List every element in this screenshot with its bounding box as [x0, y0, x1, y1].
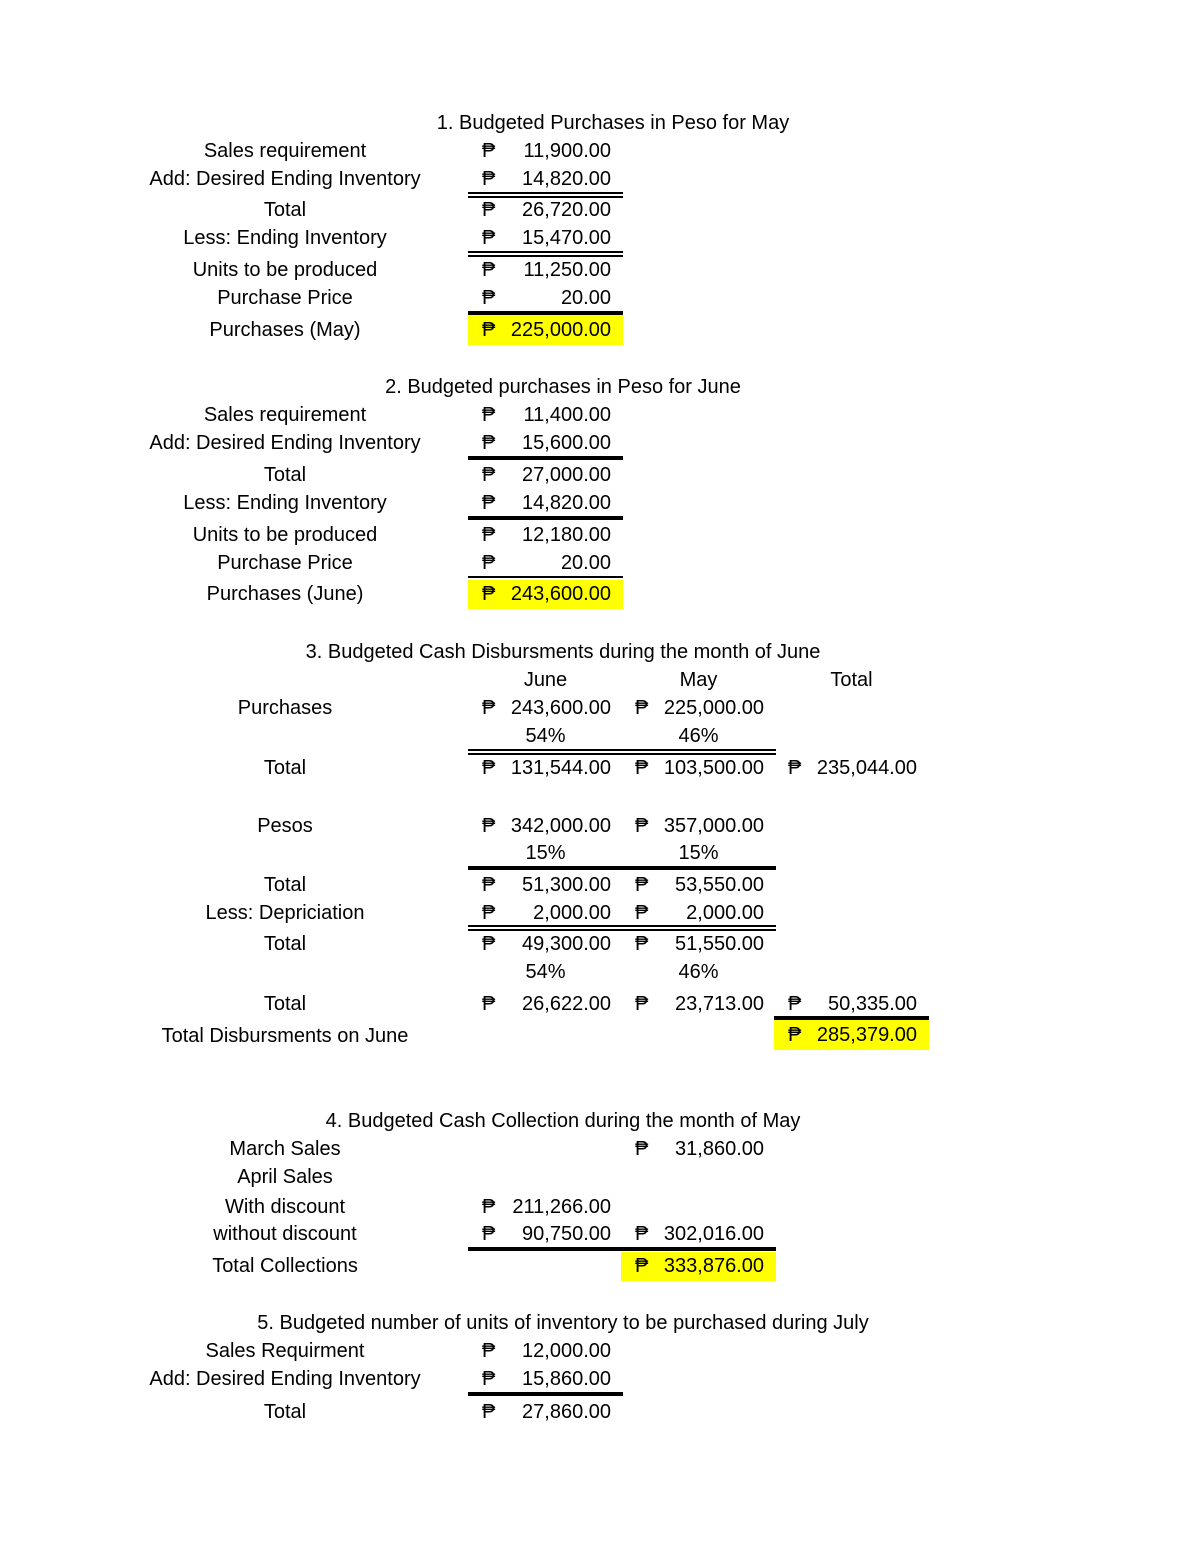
s2-less-ending-inventory-label: Less: Ending Inventory [183, 492, 387, 514]
s4-with-discount-value: ₱ 211,266.00 [468, 1193, 623, 1221]
s4-without-discount-value: ₱ 90,750.00 [468, 1220, 623, 1248]
s3-total4-may: ₱ 23,713.00 [621, 990, 776, 1018]
s3-purchases-june-pct: 54% [525, 725, 566, 747]
peso-sign: ₱ [482, 1368, 496, 1390]
s4-without-discount-label: without discount [213, 1223, 357, 1245]
peso-sign: ₱ [482, 993, 496, 1015]
peso-sign: ₱ [482, 697, 496, 719]
s1-less-ending-inventory-label: Less: Ending Inventory [183, 227, 387, 249]
peso-sign: ₱ [482, 1223, 496, 1245]
peso-sign: ₱ [482, 1340, 496, 1362]
s2-purchases-june-value: ₱ 243,600.00 [468, 580, 623, 609]
underline [468, 1247, 776, 1251]
peso-sign: ₱ [482, 259, 496, 281]
s1-sales-requirement-value: ₱ 11,900.00 [468, 137, 623, 165]
s3-total3-label: Total [263, 933, 307, 955]
peso-sign: ₱ [635, 815, 649, 837]
peso-sign: ₱ [788, 1024, 802, 1046]
peso-sign: ₱ [482, 432, 496, 454]
s3-pesos-june: ₱ 342,000.00 [468, 812, 623, 840]
peso-sign: ₱ [482, 524, 496, 546]
peso-sign: ₱ [482, 815, 496, 837]
s5-total-label: Total [263, 1401, 307, 1423]
s4-total-collections-label: Total Collections [212, 1255, 358, 1277]
peso-sign: ₱ [482, 583, 496, 605]
s4-april-subtotal: ₱ 302,016.00 [621, 1220, 776, 1248]
s3-purchases-may: ₱ 225,000.00 [621, 694, 776, 722]
peso-sign: ₱ [788, 993, 802, 1015]
s2-units-produced-value: ₱ 12,180.00 [468, 521, 623, 549]
peso-sign: ₱ [482, 1401, 496, 1423]
underline [468, 866, 776, 870]
s3-purchases-label: Purchases [237, 697, 333, 719]
peso-sign: ₱ [788, 757, 802, 779]
s4-with-discount-label: With discount [224, 1196, 346, 1218]
peso-sign: ₱ [482, 874, 496, 896]
section1-title: 1. Budgeted Purchases in Peso for May [436, 112, 790, 134]
s2-sales-requirement-label: Sales requirement [203, 404, 367, 426]
section3-title: 3. Budgeted Cash Disbursments during the month of June [305, 641, 821, 663]
peso-sign: ₱ [482, 287, 496, 309]
underline [468, 1392, 623, 1396]
peso-sign: ₱ [482, 227, 496, 249]
s5-sales-requirement-label: Sales Requirment [205, 1340, 365, 1362]
s2-desired-ending-inventory-label: Add: Desired Ending Inventory [149, 432, 421, 454]
s3-total2-june: ₱ 51,300.00 [468, 871, 623, 899]
s3-depreciation-label: Less: Depriciation [205, 902, 365, 924]
s3-purchases-june: ₱ 243,600.00 [468, 694, 623, 722]
peso-sign: ₱ [635, 902, 649, 924]
s3-total1-label: Total [263, 757, 307, 779]
peso-sign: ₱ [482, 757, 496, 779]
peso-sign: ₱ [635, 993, 649, 1015]
s3-total1-total: ₱ 235,044.00 [774, 754, 929, 782]
s3-depreciation-may: ₱ 2,000.00 [621, 899, 776, 927]
s5-total-value: ₱ 27,860.00 [468, 1398, 623, 1426]
s3-total3-june: ₱ 49,300.00 [468, 930, 623, 958]
s3-total3-may: ₱ 51,550.00 [621, 930, 776, 958]
s3-purchases-may-pct: 46% [678, 725, 719, 747]
peso-sign: ₱ [482, 199, 496, 221]
peso-sign: ₱ [635, 874, 649, 896]
s4-march-sales-value: ₱ 31,860.00 [621, 1135, 776, 1163]
underline [468, 456, 623, 460]
s2-sales-requirement-value: ₱ 11,400.00 [468, 401, 623, 429]
s2-total-label: Total [263, 464, 307, 486]
section4-title: 4. Budgeted Cash Collection during the month of May [325, 1110, 801, 1132]
s4-april-sales-label: April Sales [237, 1166, 333, 1188]
s1-purchase-price-value: ₱ 20.00 [468, 284, 623, 312]
s2-purchase-price-label: Purchase Price [217, 552, 353, 574]
s3-total4-june: ₱ 26,622.00 [468, 990, 623, 1018]
s3-header-june: June [523, 669, 568, 691]
peso-sign: ₱ [482, 1196, 496, 1218]
peso-sign: ₱ [635, 933, 649, 955]
s3-total1-june: ₱ 131,544.00 [468, 754, 623, 782]
s3-total4-total: ₱ 50,335.00 [774, 990, 929, 1018]
s5-sales-requirement-value: ₱ 12,000.00 [468, 1337, 623, 1365]
s1-purchase-price-label: Purchase Price [217, 287, 353, 309]
peso-sign: ₱ [482, 168, 496, 190]
s1-sales-requirement-label: Sales requirement [203, 140, 367, 162]
s2-purchases-june-label: Purchases (June) [206, 583, 364, 605]
peso-sign: ₱ [635, 1223, 649, 1245]
s3-pesos-label: Pesos [257, 815, 313, 837]
s3-pesos-june-pct: 15% [525, 842, 566, 864]
s3-pesos-may-pct: 15% [678, 842, 719, 864]
peso-sign: ₱ [482, 933, 496, 955]
s3-pesos-may: ₱ 357,000.00 [621, 812, 776, 840]
peso-sign: ₱ [635, 1138, 649, 1160]
s5-desired-ending-inventory-value: ₱ 15,860.00 [468, 1365, 623, 1393]
s1-units-produced-value: ₱ 11,250.00 [468, 256, 623, 284]
peso-sign: ₱ [482, 492, 496, 514]
s3-total3-may-pct: 46% [678, 961, 719, 983]
peso-sign: ₱ [482, 902, 496, 924]
s2-purchase-price-value: ₱ 20.00 [468, 549, 623, 577]
peso-sign: ₱ [482, 319, 496, 341]
s1-purchases-may-label: Purchases (May) [209, 319, 361, 341]
s1-less-ending-inventory-value: ₱ 15,470.00 [468, 224, 623, 252]
s1-purchases-may-value: ₱ 225,000.00 [468, 315, 623, 345]
section2-title: 2. Budgeted purchases in Peso for June [385, 376, 741, 398]
underline [468, 516, 623, 520]
peso-sign: ₱ [635, 1255, 649, 1277]
s1-desired-ending-inventory-value: ₱ 14,820.00 [468, 165, 623, 193]
s5-desired-ending-inventory-label: Add: Desired Ending Inventory [149, 1368, 421, 1390]
peso-sign: ₱ [482, 552, 496, 574]
peso-sign: ₱ [635, 697, 649, 719]
s1-total-label: Total [263, 199, 307, 221]
s3-depreciation-june: ₱ 2,000.00 [468, 899, 623, 927]
s2-units-produced-label: Units to be produced [192, 524, 378, 546]
s2-less-ending-inventory-value: ₱ 14,820.00 [468, 489, 623, 517]
peso-sign: ₱ [482, 404, 496, 426]
s4-total-collections-value: ₱ 333,876.00 [621, 1252, 776, 1281]
s3-total1-may: ₱ 103,500.00 [621, 754, 776, 782]
peso-sign: ₱ [482, 464, 496, 486]
s1-desired-ending-inventory-label: Add: Desired Ending Inventory [149, 168, 421, 190]
s3-header-total: Total [830, 669, 873, 691]
s1-total-value: ₱ 26,720.00 [468, 196, 623, 224]
s3-header-may: May [679, 669, 718, 691]
s4-march-sales-label: March Sales [229, 1138, 341, 1160]
section5-title: 5. Budgeted number of units of inventory to be purchased during July [257, 1312, 869, 1334]
s3-total2-may: ₱ 53,550.00 [621, 871, 776, 899]
s2-desired-ending-inventory-value: ₱ 15,600.00 [468, 429, 623, 457]
peso-sign: ₱ [482, 140, 496, 162]
s3-total3-june-pct: 54% [525, 961, 566, 983]
s2-total-value: ₱ 27,000.00 [468, 461, 623, 489]
s3-total2-label: Total [263, 874, 307, 896]
s3-grand-total-label: Total Disbursments on June [161, 1025, 409, 1047]
peso-sign: ₱ [635, 757, 649, 779]
s1-units-produced-label: Units to be produced [192, 259, 378, 281]
s3-grand-total-value: ₱ 285,379.00 [774, 1020, 929, 1050]
s3-total4-label: Total [263, 993, 307, 1015]
